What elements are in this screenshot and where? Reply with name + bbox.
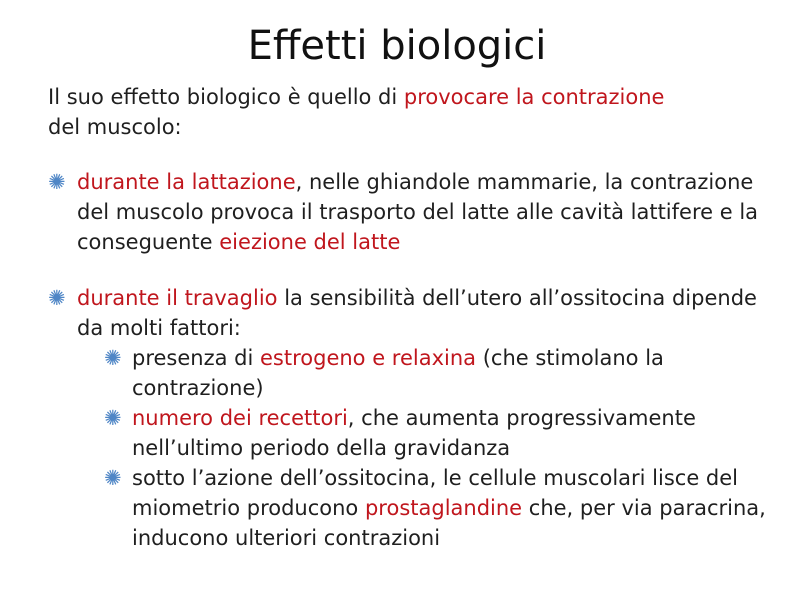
- intro-highlight: provocare la contrazione: [403, 85, 665, 109]
- sub-bullet-ossitocina: [48, 463, 768, 553]
- bullet-travaglio-highlight: durante il travaglio: [77, 286, 278, 310]
- sun-bullet-icon: ✺: [104, 466, 122, 490]
- sub-recettori-highlight: numero dei recettori: [132, 406, 348, 430]
- bullet-lattazione-highlight-2: eiezione del latte: [219, 230, 401, 254]
- bullet-lattazione: [48, 167, 768, 257]
- bullet-lattazione-body: , nelle ghiandole mammarie, la contrazione del muscolo provoca il trasporto del latte alle cavità lattifere e la conseguente: [77, 170, 759, 254]
- sub-recettori-text: , che aumenta progressivamente nell’ultimo periodo della gravidanza: [132, 406, 696, 460]
- intro-text-2: del muscolo:: [48, 115, 182, 139]
- sub-estrogeno-highlight: estrogeno e relaxina: [260, 346, 477, 370]
- bullet-travaglio-body: la sensibilità dell’utero all’ossitocina dipende da molti fattori:: [77, 286, 757, 340]
- bullet-travaglio: [48, 283, 768, 343]
- slide-title: Effetti biologici: [247, 23, 547, 69]
- slide-content: [48, 82, 768, 553]
- intro-paragraph: [48, 82, 768, 142]
- sub-bullet-estrogeno: [48, 343, 768, 403]
- sun-bullet-icon: ✺: [48, 170, 66, 194]
- sub-bullets: [48, 343, 768, 553]
- sub-estrogeno-text-1: presenza di: [132, 346, 260, 370]
- sub-ossitocina-text-2: che, per via paracrina, inducono ulteriori contrazioni: [132, 496, 766, 550]
- sun-bullet-icon: ✺: [104, 406, 122, 430]
- bullet-travaglio-text: [77, 283, 768, 343]
- sub-ossitocina-text-1: sotto l’azione dell’ossitocina, le cellule muscolari lisce del miometrio producono: [132, 466, 739, 520]
- sun-bullet-icon: ✺: [48, 286, 66, 310]
- bullet-lattazione-text: [77, 167, 768, 257]
- intro-text-1: Il suo effetto biologico è quello di: [48, 85, 404, 109]
- bullet-lattazione-highlight: durante la lattazione: [77, 170, 296, 194]
- sub-bullet-recettori: [48, 403, 768, 463]
- sun-bullet-icon: ✺: [104, 346, 122, 370]
- sub-estrogeno-text-2: (che stimolano la contrazione): [132, 346, 664, 400]
- sub-ossitocina-highlight: prostaglandine: [364, 496, 523, 520]
